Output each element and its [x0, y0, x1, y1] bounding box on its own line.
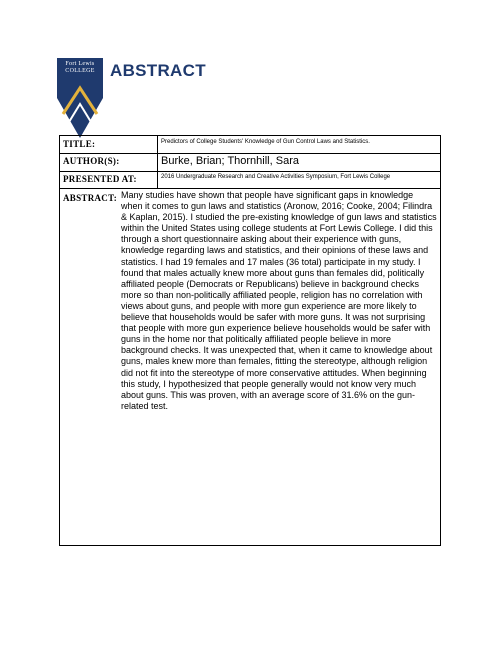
title-row	[60, 136, 440, 154]
logo-wordmark: Fort Lewis COLLEGE	[65, 61, 95, 74]
abstract-form	[59, 135, 441, 546]
college-logo	[57, 58, 103, 138]
title-label: TITLE:	[60, 136, 158, 153]
abstract-text: Many studies have shown that people have significant gaps in knowledge when it comes to gun laws and statistics (Aronow, 2016; Cooke, 2004; Filindra & Kaplan, 2015). I studied the pre-existing knowledge of gun laws and statistics within the United States using college students at Fort Lewis College. I did this through a short questionnaire asking about their experience with guns, knowledge regarding laws and statistics, and their opinions of these laws and statistics. I had 19 females and 17 males (36 total) participate in my study. I found that males actually knew more about guns than females did, politically affiliated people (Democrats or Republicans) believe in background checks more so than non-politically affiliated people, religion has no correlation with views about guns, and people with more gun experience are more likely to believe that households would be safer with more guns. It was not surprising that people with more gun experience believe households would be safer with guns in the home nor that politically affiliated people believe in more background checks. It was unexpected that, when it came to knowledge about guns, males knew more than females, fitting the stereotype, although religion did not fit into the stereotype of more conservative attitudes. When beginning this study, I hypothesized that people generally would not know very much about guns. This was proven, with an average score of 31.6% on the gun-related test.	[121, 190, 437, 411]
author-row	[60, 153, 440, 172]
presented-value: 2016 Undergraduate Research and Creative Activities Symposium, Fort Lewis College	[161, 174, 391, 180]
abstract-label: ABSTRACT:	[63, 193, 118, 203]
author-label: AUTHOR(S):	[60, 153, 158, 171]
page-heading: ABSTRACT	[110, 61, 206, 80]
title-value: Predictors of College Students' Knowledge of Gun Control Laws and Statistics.	[161, 139, 370, 145]
author-value: Burke, Brian; Thornhill, Sara	[161, 155, 299, 167]
presented-row	[60, 171, 440, 189]
presented-label: PRESENTED AT:	[60, 171, 158, 188]
